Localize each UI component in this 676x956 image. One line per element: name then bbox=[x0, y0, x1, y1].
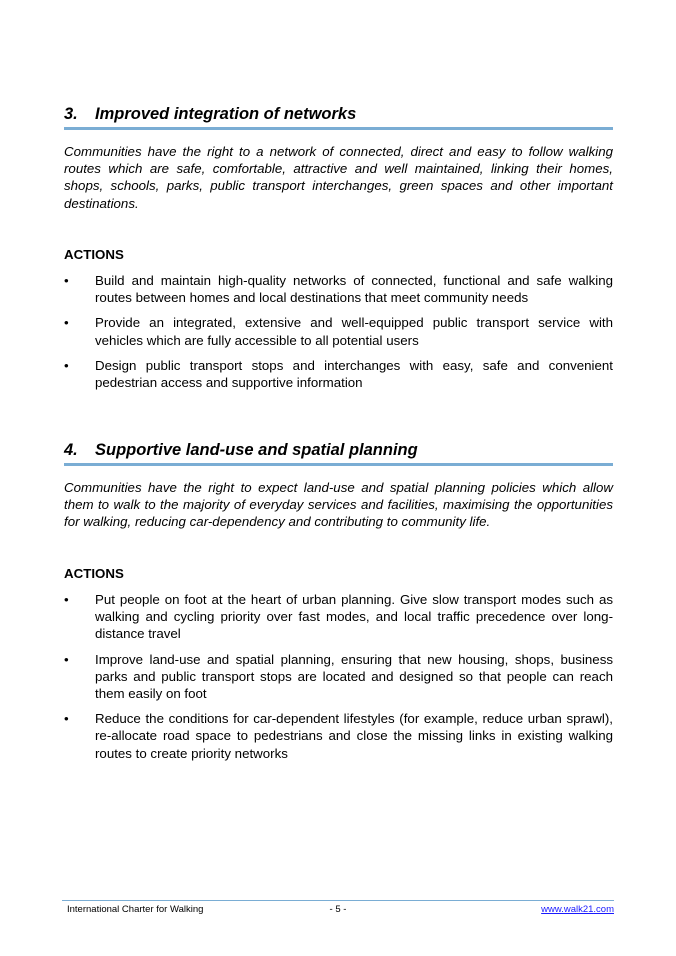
section-3-actions bbox=[64, 246, 613, 399]
footer-website-link[interactable]: www.walk21.com bbox=[541, 904, 614, 915]
page-footer bbox=[62, 900, 614, 915]
section-4-actions-heading: ACTIONS bbox=[64, 566, 124, 581]
list-item: • Improve land-use and spatial planning, ensuring that new housing, shops, business parks and public transport stops are located and designed so that people can reach them easily on foot bbox=[64, 651, 613, 702]
bullet-icon: • bbox=[64, 315, 69, 331]
list-item: • Build and maintain high-quality networks of connected, functional and safe walking routes between homes and local destinations that meet community needs bbox=[64, 273, 613, 306]
section-3 bbox=[64, 105, 613, 212]
section-4-action-list bbox=[64, 591, 613, 762]
list-item: • Design public transport stops and interchanges with easy, safe and convenient pedestrian access and supportive information bbox=[64, 357, 613, 391]
section-4-heading bbox=[64, 441, 613, 466]
section-4-title: Supportive land-use and spatial planning bbox=[95, 441, 418, 459]
footer-title: International Charter for Walking bbox=[67, 904, 204, 915]
section-4-actions bbox=[64, 565, 613, 770]
list-item: • Provide an integrated, extensive and well-equipped public transport service with vehicles which are fully accessible to all potential users bbox=[64, 315, 613, 348]
section-4-intro: Communities have the right to expect land-use and spatial planning policies which allow them to walk to the majority of everyday services and facilities, maximising the opportunities for walking, reducing car-dependency and contributing to community life. bbox=[64, 480, 613, 530]
list-item: • Put people on foot at the heart of urban planning. Give slow transport modes such as walking and cycling priority over fast modes, and local traffic precedence over long-distance travel bbox=[64, 592, 613, 642]
section-3-number: 3. bbox=[64, 105, 78, 123]
section-3-title: Improved integration of networks bbox=[95, 105, 357, 123]
section-4 bbox=[64, 441, 613, 531]
page-number: - 5 - bbox=[329, 904, 347, 915]
section-3-heading bbox=[64, 105, 613, 130]
section-3-actions-heading: ACTIONS bbox=[64, 247, 124, 262]
list-item: • Reduce the conditions for car-dependent lifestyles (for example, reduce urban sprawl), re-allocate road space to pedestrians and close the missing links in existing walking routes to create priority networks bbox=[64, 711, 613, 761]
bullet-icon: • bbox=[64, 357, 69, 373]
section-3-action-list bbox=[64, 272, 613, 391]
bullet-icon: • bbox=[64, 651, 69, 667]
bullet-icon: • bbox=[64, 592, 69, 607]
bullet-icon: • bbox=[64, 711, 69, 727]
bullet-icon: • bbox=[64, 273, 69, 288]
section-3-intro: Communities have the right to a network of connected, direct and easy to follow walking routes which are safe, comfortable, attractive and well maintained, linking their homes, shops, schools, parks, public transport interchanges, green spaces and other important destinations. bbox=[64, 144, 613, 211]
section-4-number: 4. bbox=[64, 441, 78, 459]
